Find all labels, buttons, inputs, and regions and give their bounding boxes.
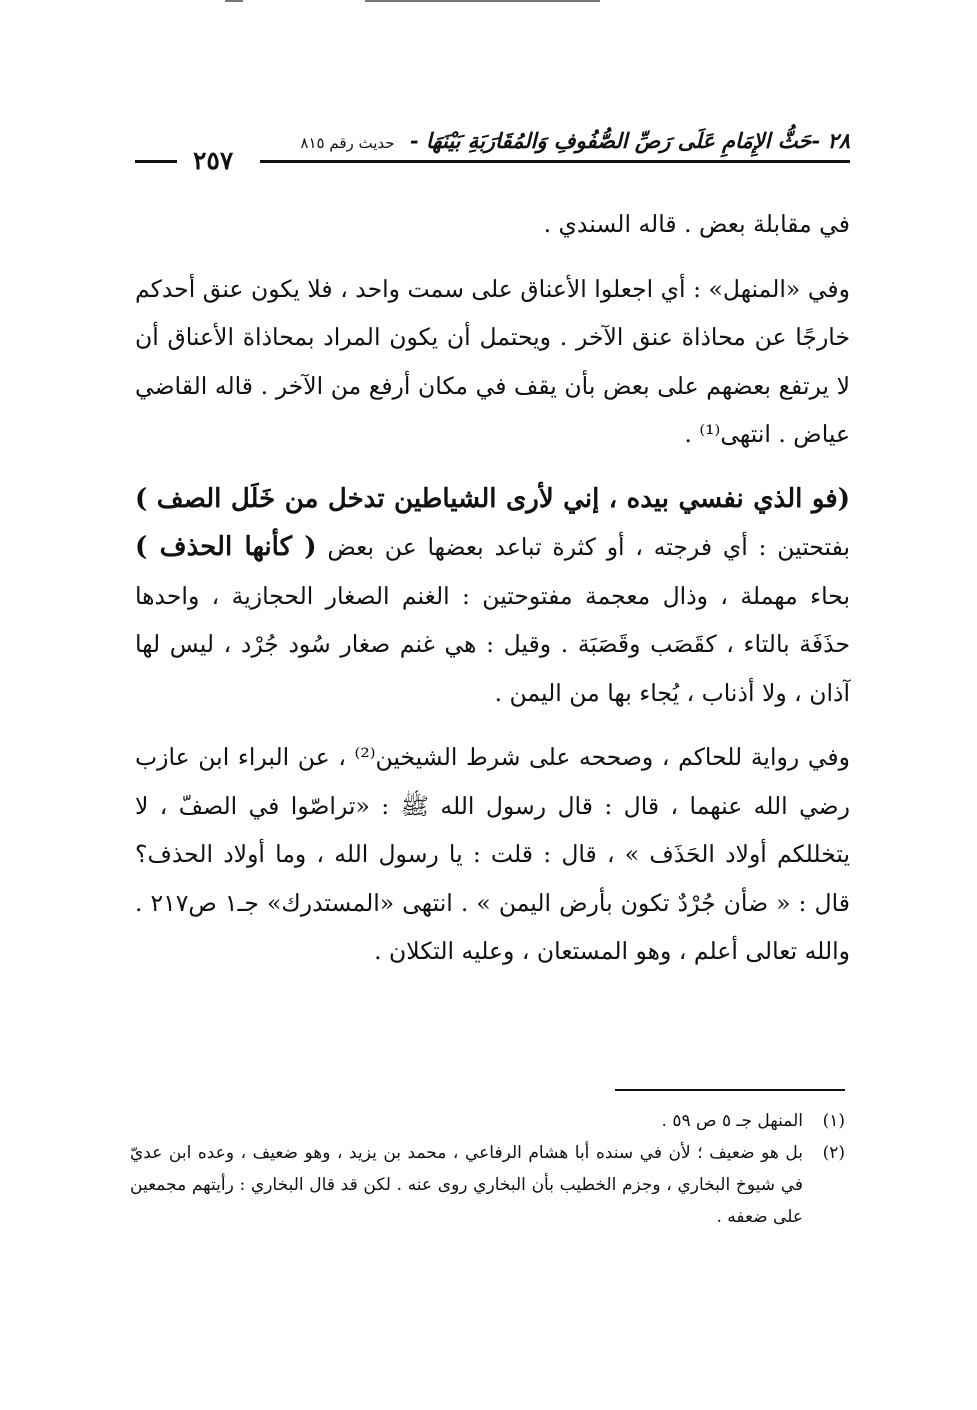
top-edge-mark-left [225,0,243,2]
paragraph-2: وفي «المنهل» : أي اجعلوا الأعناق على سمت واحد ، فلا يكون عنق أحدكم خارجًا عن محاذاة عنق الآخر . ويحتمل أن يكون المراد بمحاذاة الأعناق أن لا يرتفع بعضهم على بعض بأن يقف في مكان أرفع من الآخر . قاله القاضي عياض . انتهى⁽¹⁾ . [135,274,850,448]
hadith-number: حديث رقم ٨١٥ [300,134,395,152]
commentary-1: بفتحتين : أي فرجته ، أو كثرة تباعد بعضها عن بعض [316,533,850,561]
commentary-2: بحاء مهملة ، وذال معجمة مفتوحتين : الغنم الصغار الحجازية ، واحدها حذَفَة بالتاء ، كقَصَب وقَصَبَة . وقيل : هي غنم صغار سُود جُرْد ، ليس لها آذان ، ولا أذناب ، يُجاء بها من اليمن . [135,581,850,707]
paragraph-1: في مقابلة بعض . قاله السندي . [543,210,850,238]
paragraph-3 [135,475,850,718]
paragraph-4: وفي رواية للحاكم ، وصححه على شرط الشيخين⁽²⁾ ، عن البراء ابن عازب رضي الله عنهما ، قال : قال رسول الله ﷺ : «تراصّوا في الصفّ ، لا يتخللكم أولاد الحَذَف » ، قال : قلت : يا رسول الله ، وما أولاد الحذف؟ قال : « ضأن جُرْدٌ تكون بأرض اليمن » . انتهى «المستدرك» جـ١ ص٢١٧ . والله تعالى أعلم ، وهو المستعان ، وعليه التكلان . [135,743,850,965]
footnote-text: المنهل جـ ٥ ص ٥٩ . [661,1111,803,1131]
footnotes [130,1105,845,1233]
top-edge-mark-right [365,0,600,2]
running-header [135,120,850,180]
hadith-quote-2: ( كأنها الحذف ) [135,532,317,562]
chapter-title-text: ٢٨ -حَثُّ الإِمَامِ عَلَى رَصِّ الصُّفُوفِ وَالمُقَارَبَةِ بَيْنَهَا - [409,128,850,153]
footnote-2 [130,1137,845,1233]
page [135,120,850,976]
page-number-rule [135,160,177,163]
chapter-title [300,128,850,153]
footnote-number: (١) [822,1111,845,1131]
hadith-quote-1: (فو الذي نفسي بيده ، إني لأرى الشياطين تدخل من خَلَل الصف ) [135,483,850,514]
footnote-number: (٢) [822,1143,845,1163]
body-text [135,200,850,976]
footnote-separator [130,1089,845,1091]
footnote-text: بل هو ضعيف ؛ لأن في سنده أبا هشام الرفاعي ، محمد بن يزيد ، وهو ضعيف ، وعده ابن عديّ في شيوخ البخاري ، وجزم الخطيب بأن البخاري روى عنه . لكن قد قال البخاري : رأيتهم مجمعين على ضعفه . [130,1143,804,1227]
page-number: ٢٥٧ [193,146,234,175]
header-rule [260,160,850,163]
footnote-1 [130,1105,845,1137]
